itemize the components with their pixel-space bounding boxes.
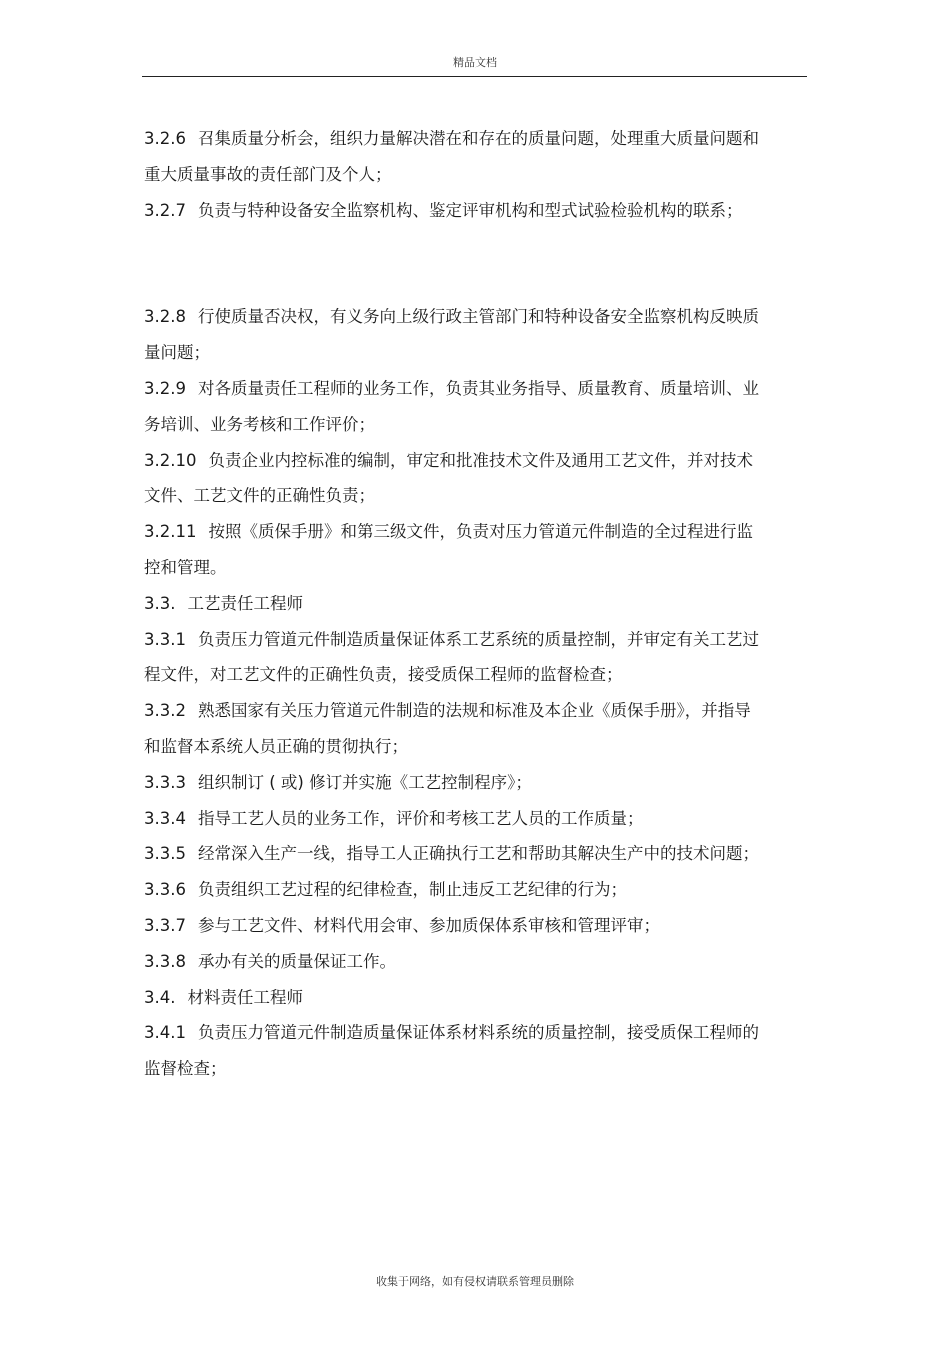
clause-number: 3.3.2: [144, 701, 186, 721]
blank-space: [144, 228, 766, 299]
clause-text: 召集质量分析会，组织力量解决潜在和存在的质量问题，处理重大质量问题和重大质量事故的责任部门及个人；: [144, 129, 759, 184]
clause-number: 3.2.7: [144, 200, 186, 220]
paragraph: [144, 586, 766, 622]
clause-number: 3.3.1: [144, 629, 186, 649]
clause-text: 按照《质保手册》和第三级文件，负责对压力管道元件制造的全过程进行监控和管理。: [144, 522, 753, 577]
paragraph: [144, 944, 766, 980]
paragraph: [144, 980, 766, 1016]
clause-text: 负责压力管道元件制造质量保证体系材料系统的质量控制，接受质保工程师的监督检查；: [144, 1023, 759, 1079]
clause-number: 3.2.8: [144, 307, 186, 327]
paragraph: [144, 1015, 766, 1087]
clause-number: 3.4.1: [144, 1023, 186, 1043]
paragraph: [144, 121, 766, 193]
clause-text: 工艺责任工程师: [187, 593, 303, 613]
paragraph-group-bottom: [144, 299, 766, 1087]
clause-text: 经常深入生产一线，指导工人正确执行工艺和帮助其解决生产中的技术问题；: [197, 844, 759, 864]
paragraph: [144, 693, 766, 765]
clause-number: 3.2.11: [144, 522, 197, 542]
paragraph: [144, 371, 766, 443]
paragraph: [144, 836, 766, 872]
clause-text: 负责组织工艺过程的纪律检查，制止违反工艺纪律的行为；: [197, 880, 627, 900]
clause-number: 3.2.10: [144, 450, 197, 470]
clause-text: 材料责任工程师: [187, 987, 303, 1007]
clause-number: 3.3.5: [144, 844, 186, 864]
clause-number: 3.3.7: [144, 915, 186, 935]
clause-text: 熟悉国家有关压力管道元件制造的法规和标准及本企业《质保手册》，并指导和监督本系统人员正确的贯彻执行；: [144, 701, 751, 756]
clause-text: 承办有关的质量保证工作。: [197, 951, 396, 971]
paragraph: [144, 908, 766, 944]
paragraph: [144, 443, 766, 515]
clause-text: 负责与特种设备安全监察机构、鉴定评审机构和型式试验检验机构的联系；: [197, 200, 743, 220]
page-header: 精品文档: [453, 56, 497, 69]
paragraph: [144, 765, 766, 801]
clause-number: 3.3.4: [144, 808, 186, 828]
clause-number: 3.2.9: [144, 378, 186, 398]
clause-text: 负责压力管道元件制造质量保证体系工艺系统的质量控制，并审定有关工艺过程文件，对工艺文件的正确性负责，接受质保工程师的监督检查；: [144, 629, 759, 685]
clause-number: 3.3.3: [144, 772, 186, 792]
clause-number: 3.2.6: [144, 129, 186, 148]
paragraph: [144, 801, 766, 837]
clause-text: 指导工艺人员的业务工作，评价和考核工艺人员的工作质量；: [197, 808, 644, 828]
clause-text: 负责企业内控标准的编制，审定和批准技术文件及通用工艺文件，并对技术文件、工艺文件的正确性负责；: [144, 450, 753, 506]
page-footer: 收集于网络，如有侵权请联系管理员删除: [376, 1275, 574, 1288]
clause-number: 3.4.: [144, 987, 176, 1007]
paragraph: [144, 514, 766, 586]
clause-text: 组织制订 ( 或) 修订并实施《工艺控制程序》；: [197, 772, 532, 792]
clause-text: 参与工艺文件、材料代用会审、参加质保体系审核和管理评审；: [197, 915, 660, 935]
paragraph-group-top: [144, 121, 766, 228]
clause-number: 3.3.8: [144, 951, 186, 971]
paragraph: [144, 872, 766, 908]
header-divider: [142, 76, 807, 77]
document-body: [144, 121, 766, 1087]
paragraph: [144, 193, 766, 229]
paragraph: [144, 299, 766, 371]
paragraph: [144, 622, 766, 694]
clause-text: 行使质量否决权，有义务向上级行政主管部门和特种设备安全监察机构反映质量问题；: [144, 307, 759, 363]
clause-number: 3.3.: [144, 593, 176, 613]
clause-text: 对各质量责任工程师的业务工作，负责其业务指导、质量教育、质量培训、业务培训、业务考核和工作评价；: [144, 378, 759, 434]
clause-number: 3.3.6: [144, 880, 186, 900]
